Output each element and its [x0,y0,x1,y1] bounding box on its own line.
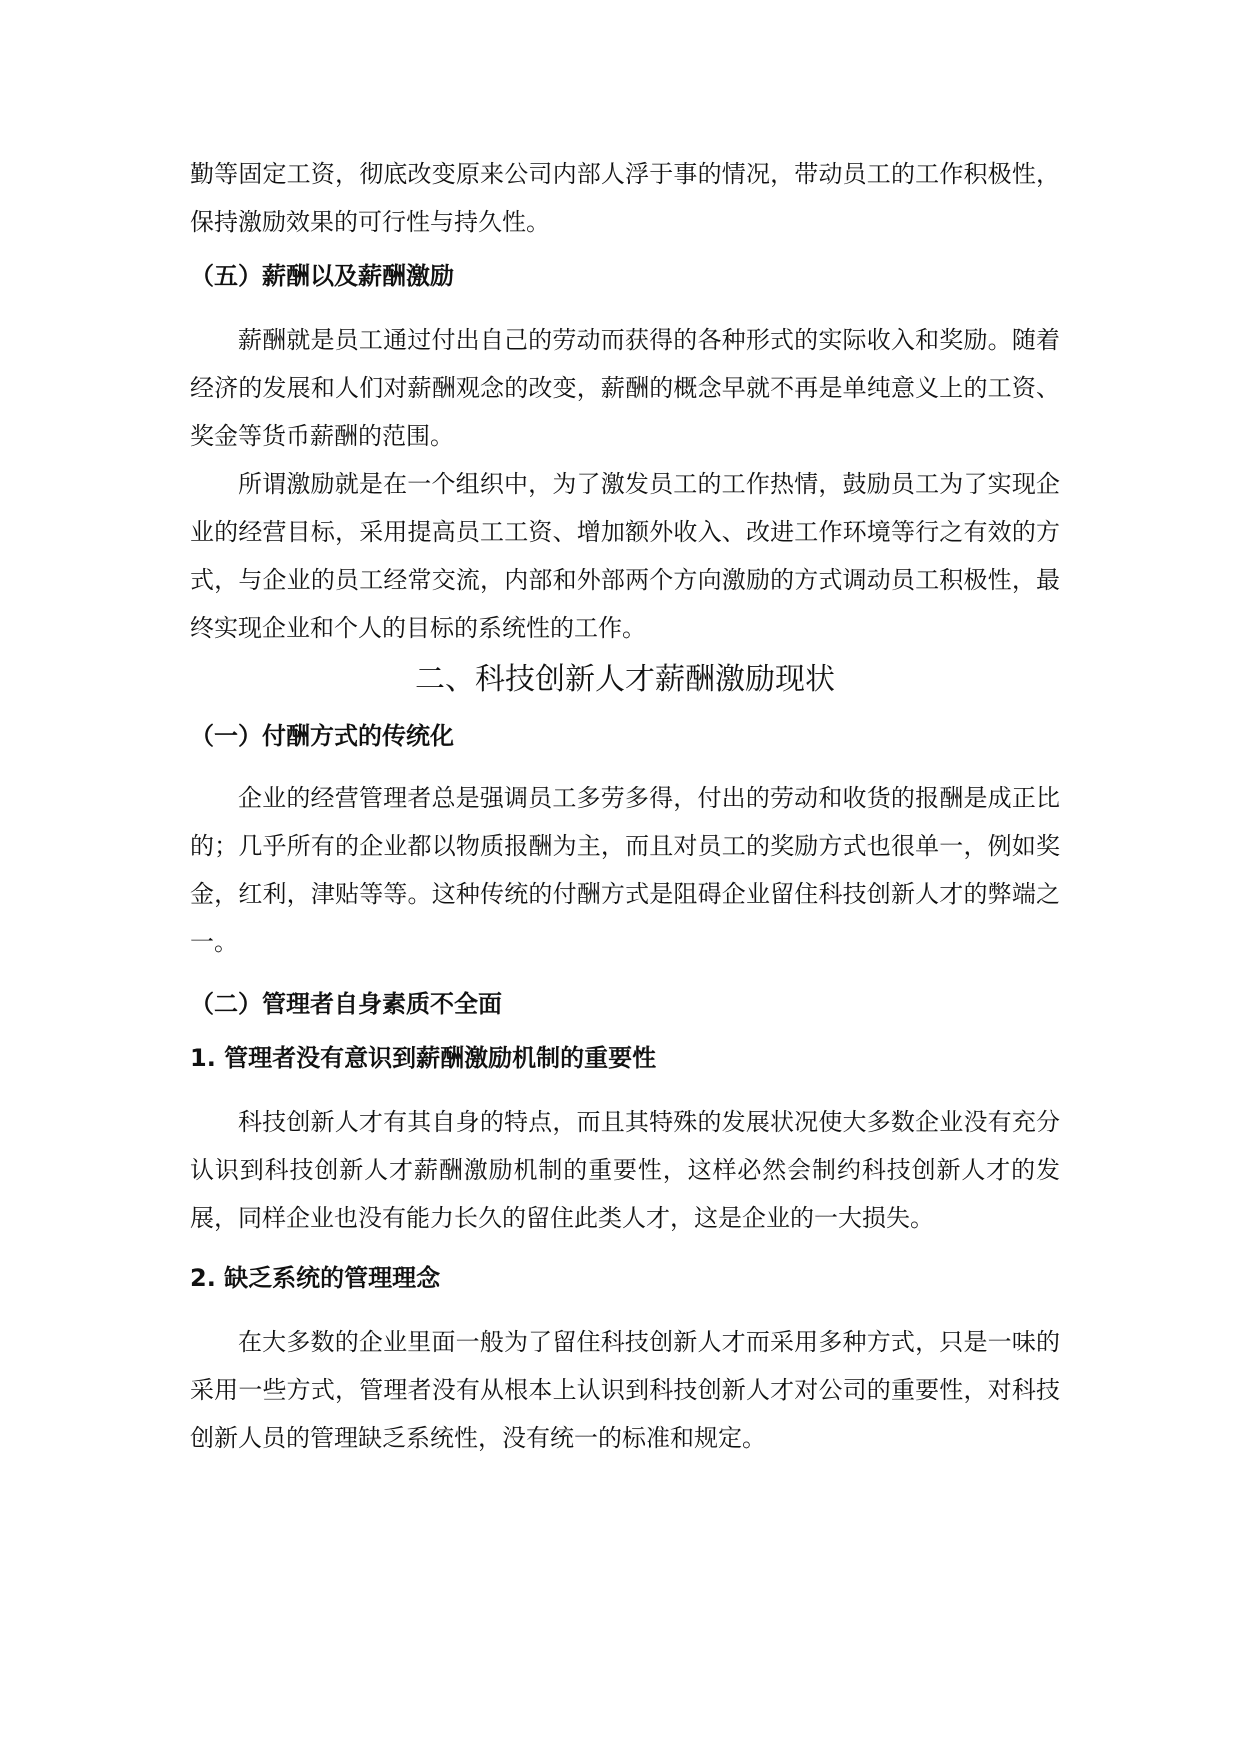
document-page [190,150,1060,1462]
paragraph-incentive-definition: 所谓激励就是在一个组织中，为了激发员工的工作热情，鼓励员工为了实现企业的经营目标，采用提高员工工资、增加额外收入、改进工作环境等行之有效的方式，与企业的员工经常交流，内部和外部两个方向激励的方式调动员工积极性，最终实现企业和个人的目标的系统性的工作。 [190,470,1060,642]
paragraph-traditional-pay: 企业的经营管理者总是强调员工多劳多得，付出的劳动和收货的报酬是成正比的；几乎所有的企业都以物质报酬为主，而且对员工的奖励方式也很单一，例如奖金，红利，津贴等等。这种传统的付酬方式是阻碍企业留住科技创新人才的弊端之一。 [190,784,1060,956]
paragraph-continued: 勤等固定工资，彻底改变原来公司内部人浮于事的情况，带动员工的工作积极性，保持激励效果的可行性与持久性。 [190,160,1060,236]
chapter-heading: 二、科技创新人才薪酬激励现状 [415,662,835,697]
subsection-heading-2-2: 2. 缺乏系统的管理理念 [190,1264,441,1292]
section-heading-5: （五）薪酬以及薪酬激励 [190,262,454,290]
paragraph-importance: 科技创新人才有其自身的特点，而且其特殊的发展状况使大多数企业没有充分认识到科技创新人才薪酬激励机制的重要性，这样必然会制约科技创新人才的发展，同样企业也没有能力长久的留住此类人才，这是企业的一大损失。 [190,1108,1060,1232]
subsection-heading-2-1: 1. 管理者没有意识到薪酬激励机制的重要性 [190,1044,657,1072]
paragraph-management-concept: 在大多数的企业里面一般为了留住科技创新人才而采用多种方式，只是一味的采用一些方式，管理者没有从根本上认识到科技创新人才对公司的重要性，对科技创新人员的管理缺乏系统性，没有统一的标准和规定。 [190,1328,1060,1452]
section-heading-2: （二）管理者自身素质不全面 [190,990,502,1018]
section-heading-1: （一）付酬方式的传统化 [190,722,454,750]
paragraph-salary-definition: 薪酬就是员工通过付出自己的劳动而获得的各种形式的实际收入和奖励。随着经济的发展和人们对薪酬观念的改变，薪酬的概念早就不再是单纯意义上的工资、奖金等货币薪酬的范围。 [190,326,1060,450]
